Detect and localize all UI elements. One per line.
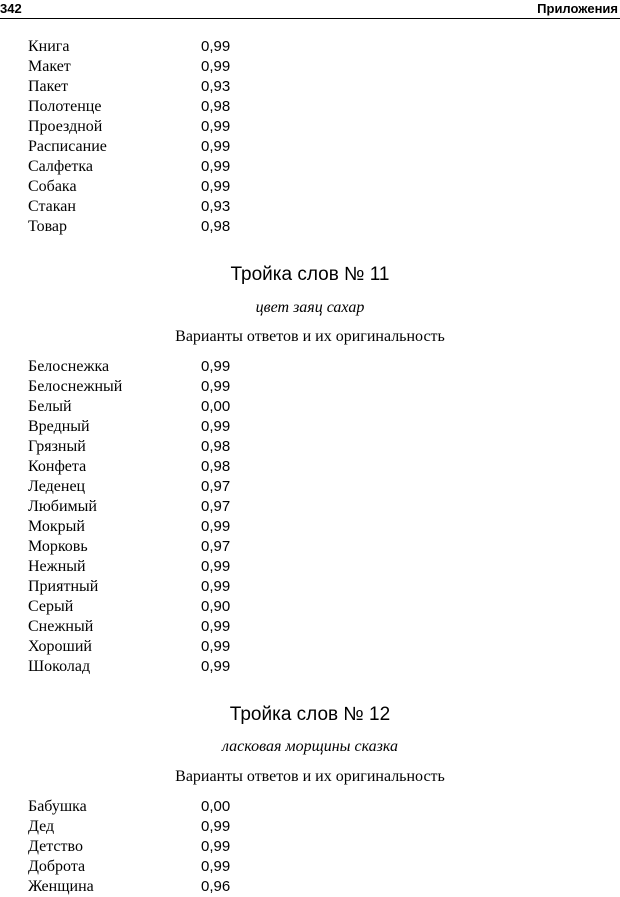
- word-label: Конфета: [28, 458, 87, 475]
- originality-value: 0,00: [201, 798, 231, 815]
- running-title: Приложения: [537, 1, 618, 16]
- originality-value: 0,99: [201, 818, 231, 835]
- section-12-word-triple: ласковая морщины сказка: [222, 738, 398, 755]
- word-label: Любимый: [28, 498, 97, 515]
- section-11-word-list: [28, 357, 230, 677]
- list-item: [28, 517, 230, 537]
- originality-value: 0,97: [201, 498, 231, 515]
- list-item: [28, 197, 230, 217]
- originality-value: 0,98: [201, 458, 231, 475]
- section-12-word-list: [28, 797, 230, 897]
- originality-value: 0,93: [201, 78, 231, 95]
- originality-value: 0,96: [201, 878, 231, 895]
- section-11-word-triple: цвет заяц сахар: [255, 299, 365, 316]
- list-item: [28, 97, 230, 117]
- word-label: Нежный: [28, 558, 86, 575]
- list-item: [28, 77, 230, 97]
- list-item: [28, 557, 230, 577]
- page-number: 342: [0, 1, 22, 16]
- word-label: Женщина: [28, 878, 94, 895]
- section-12-title: Тройка слов № 12: [229, 704, 391, 725]
- list-item: [28, 437, 230, 457]
- originality-value: 0,97: [201, 538, 231, 555]
- list-item: [28, 497, 230, 517]
- originality-value: 0,93: [201, 198, 231, 215]
- list-item: [28, 377, 230, 397]
- originality-value: 0,99: [201, 638, 231, 655]
- list-item: [28, 117, 230, 137]
- word-label: Белоснежка: [28, 358, 110, 375]
- originality-value: 0,99: [201, 358, 231, 375]
- originality-value: 0,98: [201, 218, 231, 235]
- list-item: [28, 397, 230, 417]
- word-label: Хороший: [28, 638, 92, 655]
- list-item: [28, 857, 230, 877]
- list-item: [28, 597, 230, 617]
- word-label: Леденец: [28, 478, 86, 495]
- word-label: Проездной: [28, 118, 103, 135]
- word-label: Расписание: [28, 138, 107, 155]
- list-item: [28, 617, 230, 637]
- originality-value: 0,99: [201, 578, 231, 595]
- word-label: Приятный: [28, 578, 99, 595]
- word-label: Бабушка: [28, 798, 87, 815]
- originality-value: 0,99: [201, 858, 231, 875]
- word-label: Шоколад: [28, 658, 91, 675]
- list-item: [28, 577, 230, 597]
- list-item: [28, 177, 230, 197]
- originality-value: 0,99: [201, 418, 231, 435]
- page-header: [0, 0, 620, 19]
- section-12-subtitle: Варианты ответов и их оригинальность: [175, 768, 445, 785]
- originality-value: 0,00: [201, 398, 231, 415]
- originality-value: 0,99: [201, 178, 231, 195]
- originality-value: 0,99: [201, 518, 231, 535]
- originality-value: 0,99: [201, 38, 231, 55]
- originality-value: 0,99: [201, 158, 231, 175]
- word-label: Белый: [28, 398, 72, 415]
- word-list-top: [28, 37, 230, 237]
- list-item: [28, 537, 230, 557]
- word-label: Дед: [28, 818, 55, 835]
- word-label: Вредный: [28, 418, 90, 435]
- originality-value: 0,99: [201, 118, 231, 135]
- word-label: Морковь: [28, 538, 88, 555]
- list-item: [28, 417, 230, 437]
- word-label: Макет: [28, 58, 71, 75]
- word-label: Снежный: [28, 618, 94, 635]
- list-item: [28, 837, 230, 857]
- word-label: Грязный: [28, 438, 86, 455]
- list-item: [28, 817, 230, 837]
- list-item: [28, 217, 230, 237]
- list-item: [28, 57, 230, 77]
- list-item: [28, 137, 230, 157]
- originality-value: 0,99: [201, 138, 231, 155]
- list-item: [28, 797, 230, 817]
- list-item: [28, 357, 230, 377]
- originality-value: 0,99: [201, 58, 231, 75]
- list-item: [28, 157, 230, 177]
- originality-value: 0,99: [201, 378, 231, 395]
- word-label: Товар: [28, 218, 68, 235]
- list-item: [28, 657, 230, 677]
- originality-value: 0,90: [201, 598, 231, 615]
- word-label: Серый: [28, 598, 74, 615]
- section-11-title: Тройка слов № 11: [230, 264, 390, 285]
- list-item: [28, 477, 230, 497]
- word-label: Доброта: [28, 858, 86, 875]
- originality-value: 0,99: [201, 838, 231, 855]
- word-label: Белоснежный: [28, 378, 123, 395]
- word-label: Книга: [28, 38, 70, 55]
- word-label: Пакет: [28, 78, 69, 95]
- section-11-subtitle: Варианты ответов и их оригинальность: [175, 328, 445, 345]
- originality-value: 0,98: [201, 98, 231, 115]
- list-item: [28, 457, 230, 477]
- originality-value: 0,98: [201, 438, 231, 455]
- word-label: Мокрый: [28, 518, 85, 535]
- originality-value: 0,99: [201, 558, 231, 575]
- word-label: Собака: [28, 178, 77, 195]
- word-label: Полотенце: [28, 98, 102, 115]
- originality-value: 0,99: [201, 658, 231, 675]
- list-item: [28, 37, 230, 57]
- originality-value: 0,99: [201, 618, 231, 635]
- word-label: Детство: [28, 838, 83, 855]
- originality-value: 0,97: [201, 478, 231, 495]
- word-label: Салфетка: [28, 158, 93, 175]
- list-item: [28, 637, 230, 657]
- word-label: Стакан: [28, 198, 76, 215]
- list-item: [28, 877, 230, 897]
